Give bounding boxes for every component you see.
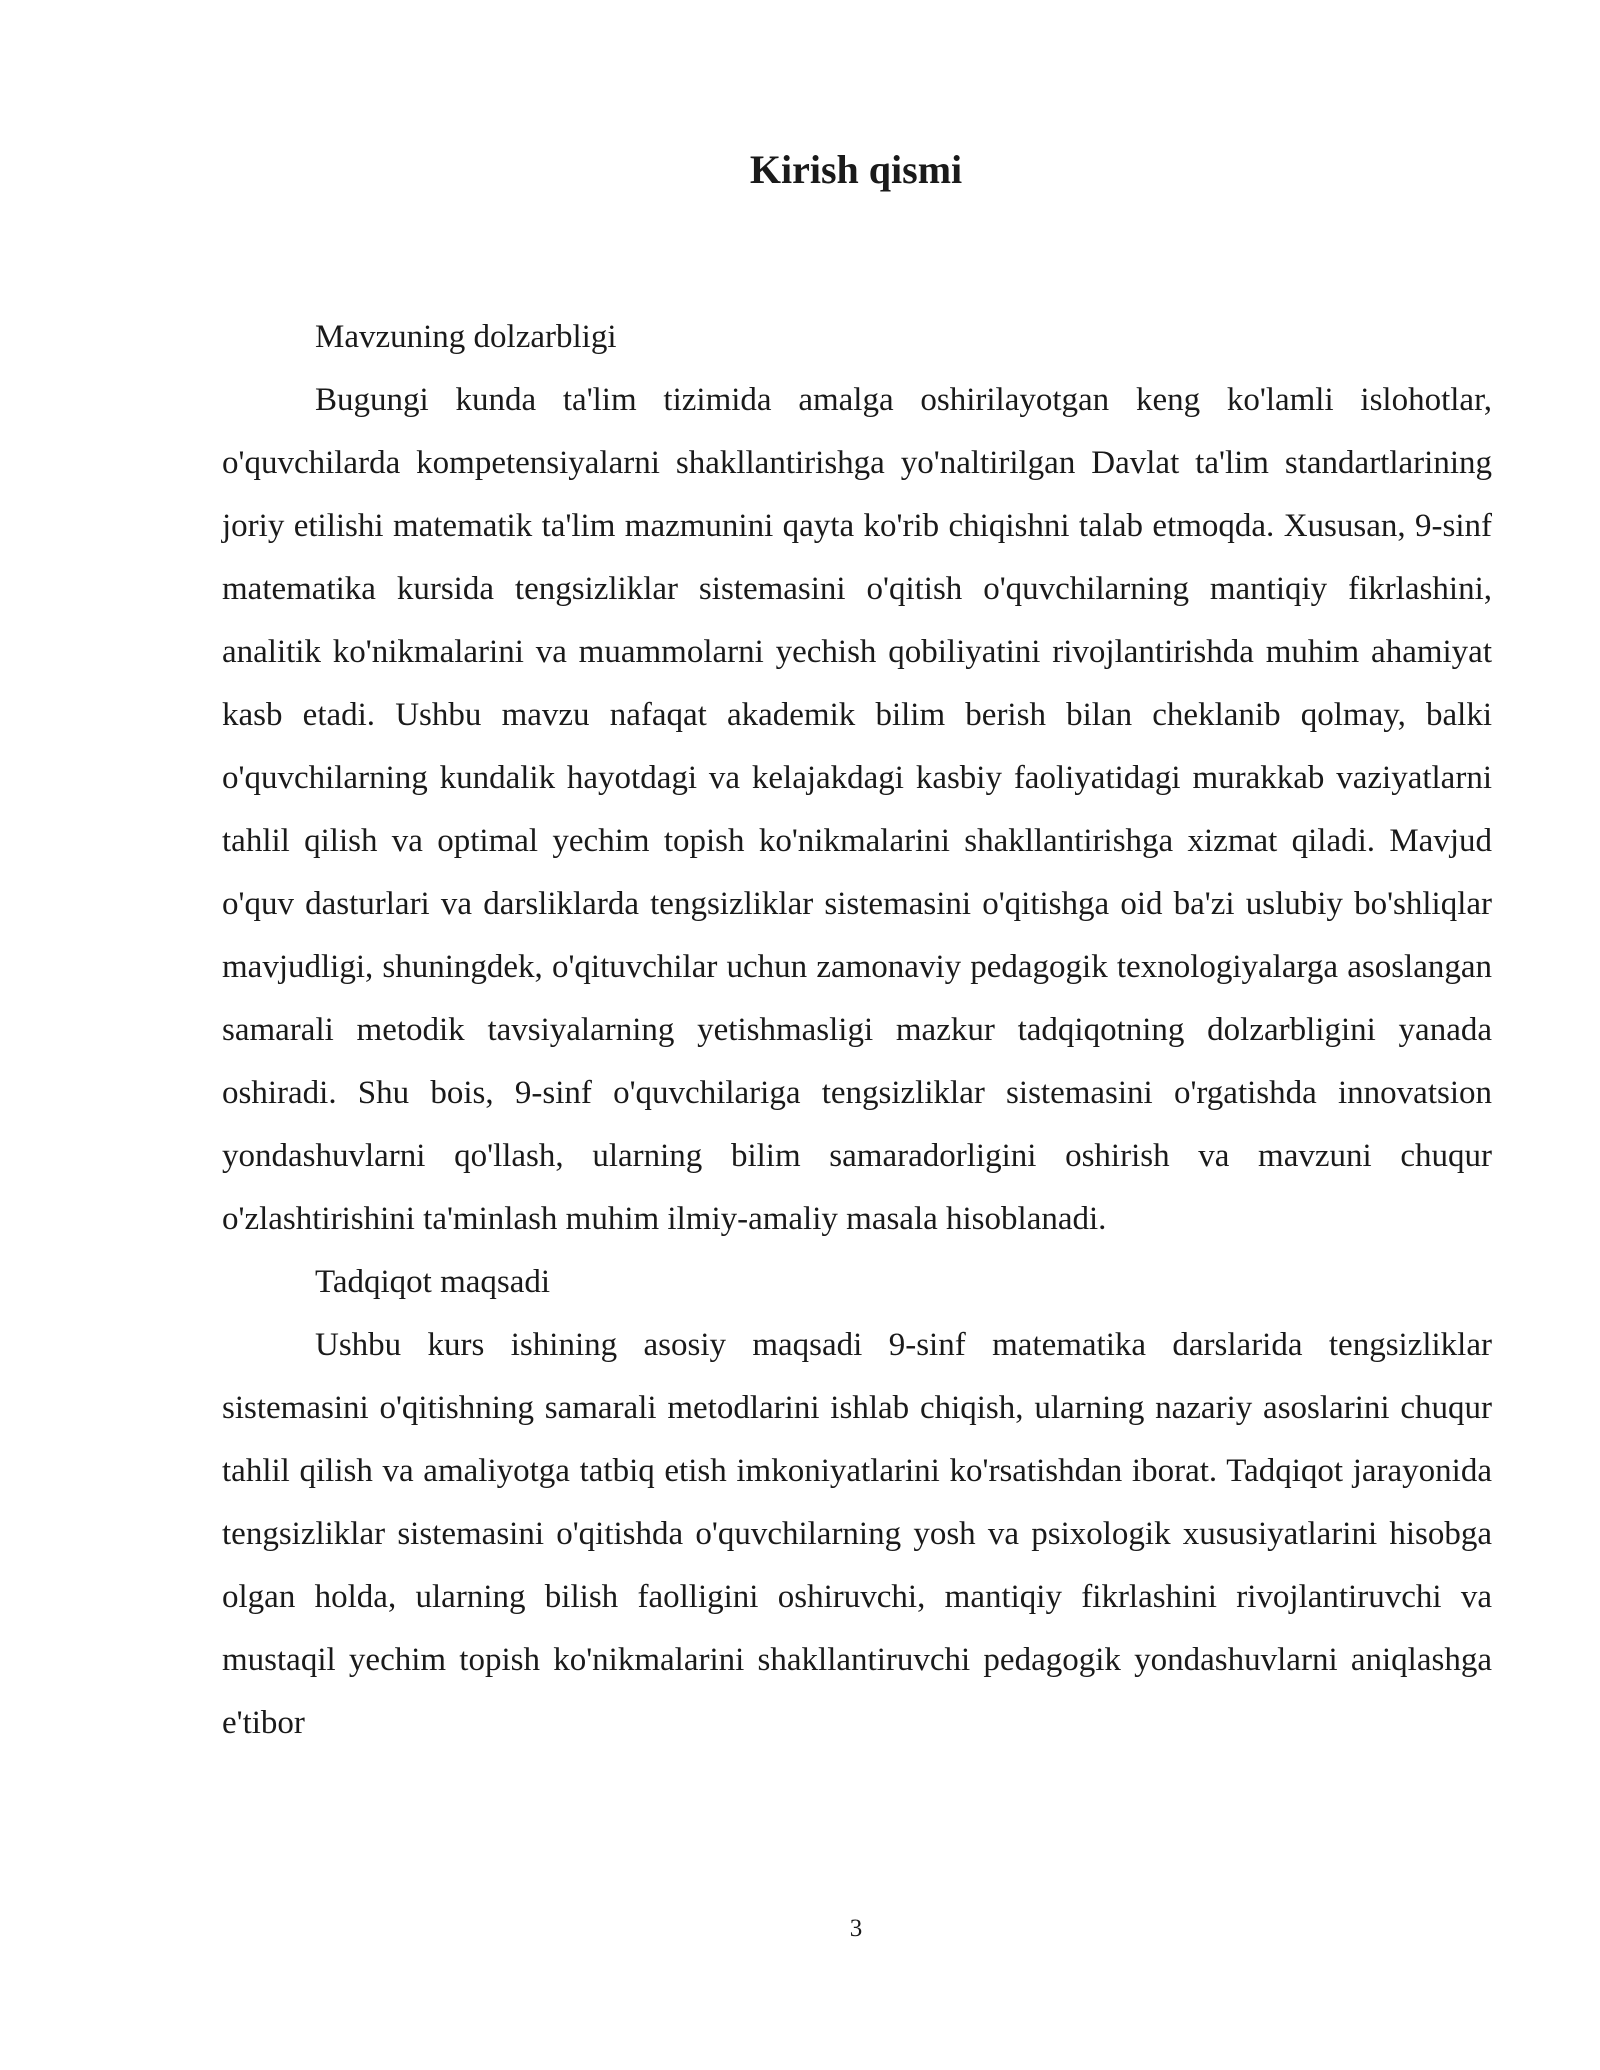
section-heading-research-goal: Tadqiqot maqsadi xyxy=(315,1264,551,1300)
paragraph-relevance: Bugungi kunda ta'lim tizimida amalga oshirilayotgan keng ko'lamli islohotlar, o'quvchilarda kompetensiyalarni shakllantirishga yo'naltirilgan Davlat ta'lim standartlarining joriy etilishi matematik ta'lim mazmunini qayta ko'rib chiqishni talab etmoqda. Xususan, 9-sinf matematika kursida tengsizliklar sistemasini o'qitish o'quvchilarning mantiqiy fikrlashini, analitik ko'nikmalarini va muammolarni yechish qobiliyatini rivojlantirishda muhim ahamiyat kasb etadi. Ushbu mavzu nafaqat akademik bilim berish bilan cheklanib qolmay, balki o'quvchilarning kundalik hayotdagi va kelajakdagi kasbiy faoliyatidagi murakkab vaziyatlarni tahlil qilish va optimal yechim topish ko'nikmalarini shakllantirishga xizmat qiladi. Mavjud o'quv dasturlari va darsliklarda tengsizliklar sistemasini o'qitishga oid ba'zi uslubiy bo'shliqlar mavjudligi, shuningdek, o'qituvchilar uchun zamonaviy pedagogik texnologiyalarga asoslangan samarali metodik tavsiyalarning yetishmasligi mazkur tadqiqotning dolzarbligini yanada oshiradi. Shu bois, 9-sinf o'quvchilariga tengsizliklar sistemasini o'rgatishda innovatsion yondashuvlarni qo'llash, ularning bilim samaradorligini oshirish va mavzuni chuqur o'zlashtirishini ta'minlash muhim ilmiy-amaliy masala hisoblanadi. xyxy=(222,382,1492,1237)
page-number: 3 xyxy=(849,1915,863,1942)
paragraph-research-goal: Ushbu kurs ishining asosiy maqsadi 9-sinf matematika darslarida tengsizliklar sistemasini o'qitishning samarali metodlarini ishlab chiqish, ularning nazariy asoslarini chuqur tahlil qilish va amaliyotga tatbiq etish imkoniyatlarini ko'rsatishdan iborat. Tadqiqot jarayonida tengsizliklar sistemasini o'qitishda o'quvchilarning yosh va psixologik xususiyatlarini hisobga olgan holda, ularning bilish faolligini oshiruvchi, mantiqiy fikrlashini rivojlantiruvchi va mustaqil yechim topish ko'nikmalarini shakllantiruvchi pedagogik yondashuvlarni aniqlashga e'tibor xyxy=(222,1327,1492,1741)
page-title: Kirish qismi xyxy=(749,147,963,192)
section-heading-relevance: Mavzuning dolzarbligi xyxy=(315,319,617,355)
document-body xyxy=(222,306,1492,1755)
